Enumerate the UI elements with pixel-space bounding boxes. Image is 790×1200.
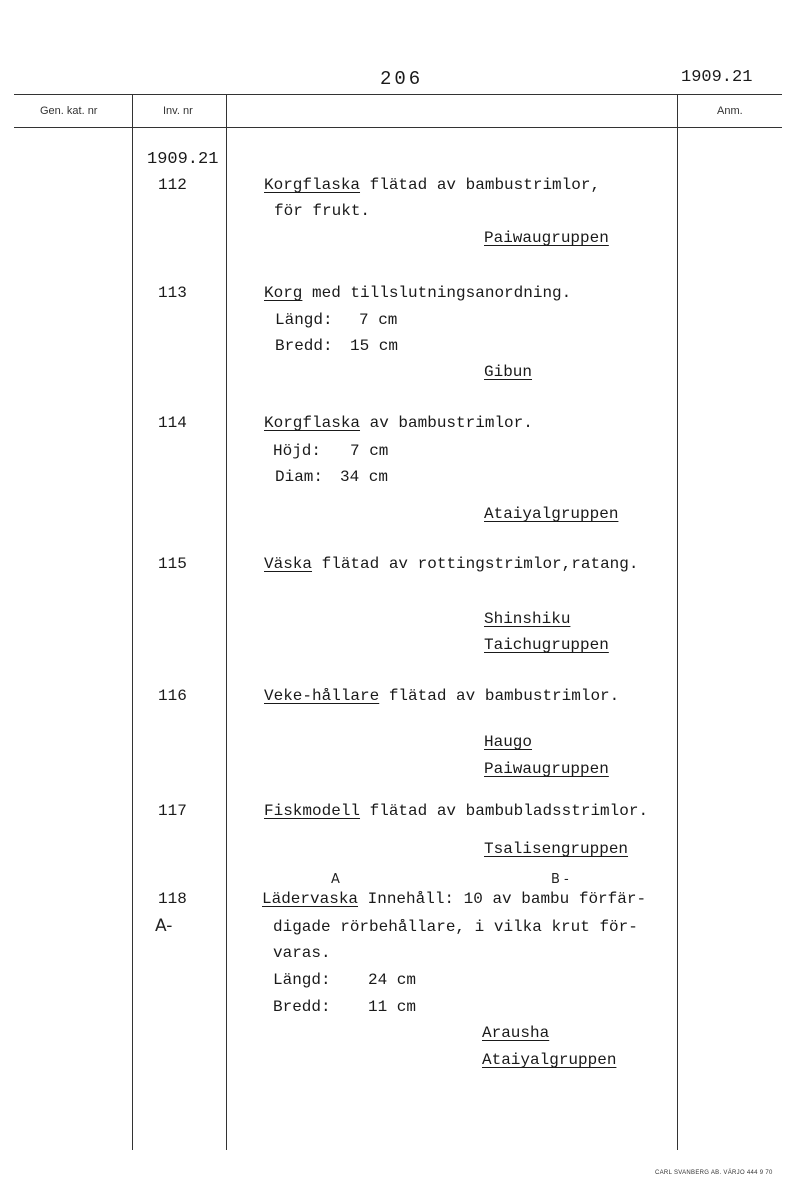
object-description-cont: för frukt. bbox=[274, 202, 371, 220]
group-name: Taichugruppen bbox=[484, 636, 609, 654]
column-divider-inv bbox=[226, 94, 227, 1150]
object-title: Väska bbox=[264, 555, 313, 573]
object-description: flätad av bambustrimlor. bbox=[379, 687, 620, 705]
object-title: Lädervaska bbox=[262, 890, 359, 908]
column-divider-anm bbox=[677, 94, 678, 1150]
group-name: Ataiyalgruppen bbox=[484, 505, 619, 523]
column-header-anm: Anm. bbox=[717, 105, 743, 117]
dimension-value: 11 cm bbox=[368, 998, 417, 1016]
header-bottom-rule bbox=[14, 127, 782, 128]
handwritten-note-a: A bbox=[331, 872, 340, 887]
group-name: Tsalisengruppen bbox=[484, 840, 629, 858]
object-description: flätad av rottingstrimlor,ratang. bbox=[312, 555, 639, 573]
object-title: Fiskmodell bbox=[264, 802, 361, 820]
inventory-number: 115 bbox=[158, 555, 187, 573]
object-description: flätad av bambubladsstrimlor. bbox=[360, 802, 649, 820]
dimension-label: Bredd: bbox=[273, 998, 331, 1016]
object-description-cont: digade rörbehållare, i vilka krut för- bbox=[273, 918, 638, 936]
page-reference: 1909.21 bbox=[681, 68, 753, 87]
object-description: av bambustrimlor. bbox=[360, 414, 533, 432]
group-name: Haugo bbox=[484, 733, 533, 751]
group-name: Shinshiku bbox=[484, 610, 571, 628]
inventory-number: 118 bbox=[158, 890, 187, 908]
group-name: Arausha bbox=[482, 1024, 550, 1042]
dimension-label: Höjd: bbox=[273, 442, 322, 460]
dimension-value: 15 cm bbox=[350, 337, 399, 355]
dimension-value: 7 cm bbox=[359, 311, 398, 329]
inventory-number: 116 bbox=[158, 687, 187, 705]
printer-imprint: CARL SVANBERG AB. VÄRJO 444 9 70 bbox=[655, 1170, 773, 1176]
dimension-label: Diam: bbox=[275, 468, 324, 486]
object-description: med tillslutningsanordning. bbox=[302, 284, 572, 302]
inventory-number: 117 bbox=[158, 802, 187, 820]
inventory-number: 112 bbox=[158, 176, 187, 194]
dimension-value: 7 cm bbox=[350, 442, 389, 460]
column-header-inv: Inv. nr bbox=[163, 105, 193, 117]
inventory-series: 1909.21 bbox=[147, 150, 219, 169]
inventory-number: 114 bbox=[158, 414, 187, 432]
dimension-label: Bredd: bbox=[275, 337, 333, 355]
page-number: 206 bbox=[380, 68, 424, 90]
group-name: Paiwaugruppen bbox=[484, 760, 609, 778]
object-title: Korgflaska bbox=[264, 414, 361, 432]
object-title: Korgflaska bbox=[264, 176, 361, 194]
object-title: Korg bbox=[264, 284, 303, 302]
dimension-value: 24 cm bbox=[368, 971, 417, 989]
dimension-label: Längd: bbox=[275, 311, 333, 329]
group-name: Paiwaugruppen bbox=[484, 229, 609, 247]
group-name: Ataiyalgruppen bbox=[482, 1051, 617, 1069]
object-description: Innehåll: 10 av bambu förfär- bbox=[358, 890, 647, 908]
object-description: flätad av bambustrimlor, bbox=[360, 176, 601, 194]
dimension-value: 34 cm bbox=[340, 468, 389, 486]
object-description-cont: varas. bbox=[273, 944, 331, 962]
object-title: Veke-hållare bbox=[264, 687, 380, 705]
handwritten-note-b: B - bbox=[551, 872, 569, 887]
group-name: Gibun bbox=[484, 363, 533, 381]
column-header-gen: Gen. kat. nr bbox=[40, 105, 98, 117]
header-top-rule bbox=[14, 94, 782, 95]
inventory-number: 113 bbox=[158, 284, 187, 302]
column-divider-gen bbox=[132, 94, 133, 1150]
dimension-label: Längd: bbox=[273, 971, 331, 989]
handwritten-inventory-note: A- bbox=[155, 916, 173, 936]
